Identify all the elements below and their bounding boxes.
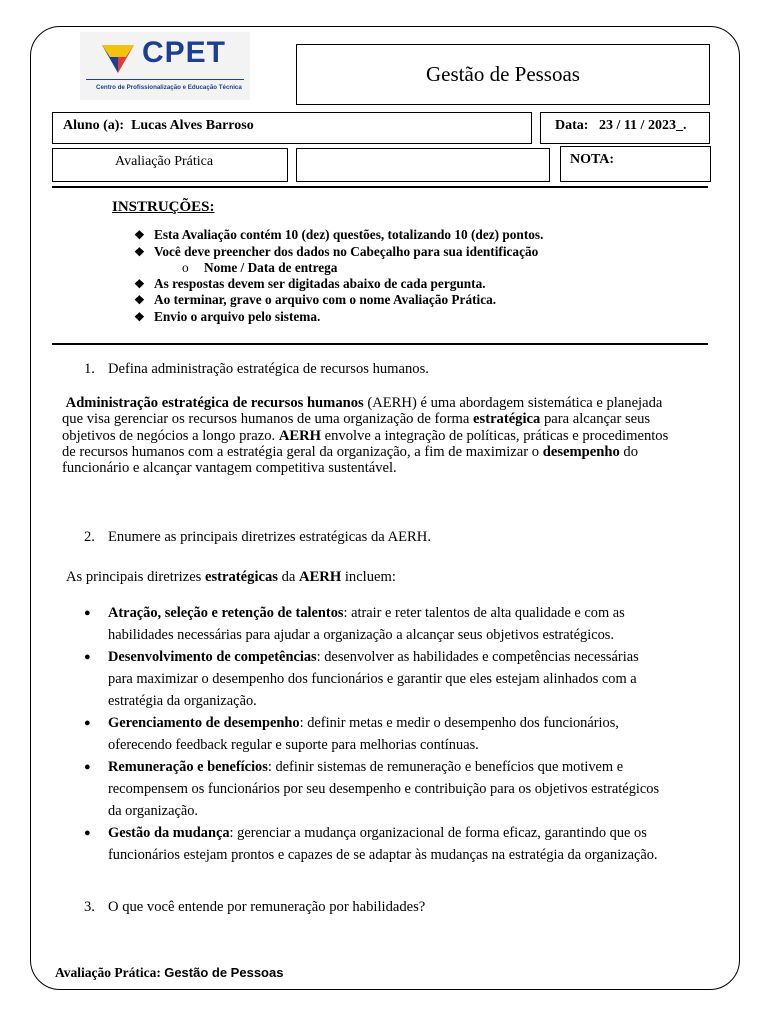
bullet-icon: ● (84, 717, 91, 729)
diamond-bullet-icon: ❖ (134, 228, 145, 242)
guideline-item: ● Atração, seleção e retenção de talentos: atrair e reter talentos de alta qualidade e com as habilidades necessárias para ajudar a organização a alcançar seus objetivos estratégicos. (84, 602, 659, 646)
instruction-item: ❖ Você deve preencher dos dados no Cabeçalho para sua identificação (134, 243, 539, 259)
blank-field[interactable] (296, 148, 550, 182)
bullet-icon: ● (84, 761, 91, 773)
answer-line: objetivos de negócios a longo prazo. AERH envolve a integração de políticas, práticas e procedimentos (62, 427, 669, 444)
bullet-icon: ● (84, 827, 91, 839)
logo-text: CPET (142, 36, 227, 69)
avaliacao-label: Avaliação Prática (115, 154, 214, 169)
bullet-icon: ● (84, 651, 91, 663)
instruction-item: ❖ Ao terminar, grave o arquivo com o nome Avaliação Prática. (134, 292, 497, 308)
answer-line: que visa gerenciar os recursos humanos de uma organização de forma estratégica para alcançar seus (62, 411, 651, 428)
data-label: Data: (555, 118, 589, 133)
logo-divider (86, 79, 244, 80)
question-number: 3. (84, 899, 95, 915)
guideline-item: ● Remuneração e benefícios: definir sistemas de remuneração e benefícios que motivem e recompensem os funcionários por seu desempenho e contribuição para os objetivos estratégicos da organização. (84, 756, 659, 822)
question-text: Enumere as principais diretrizes estratégicas da AERH. (108, 529, 431, 545)
guideline-item: ● Desenvolvimento de competências: desenvolver as habilidades e competências necessárias para maximizar o desempenho dos funcionários e garantir que eles estejam alinhados com a estratégia da organização. (84, 646, 659, 712)
instruction-item: ❖ As respostas devem ser digitadas abaixo de cada pergunta. (134, 275, 486, 291)
logo-subtitle: Centro de Profissionalização e Educação Técnica (96, 84, 242, 91)
question-number: 2. (84, 529, 95, 545)
avaliacao-box (52, 148, 288, 182)
question-1 (84, 361, 429, 378)
nota-field[interactable] (560, 146, 711, 182)
document-title: Gestão de Pessoas (296, 44, 710, 105)
question-2 (84, 529, 431, 546)
diamond-bullet-icon: ❖ (134, 244, 145, 259)
question-text: Defina administração estratégica de recursos humanos. (108, 361, 429, 377)
aluno-value: Lucas Alves Barroso (131, 118, 254, 133)
diamond-bullet-icon: ❖ (134, 293, 145, 308)
diamond-bullet-icon: ❖ (134, 309, 145, 324)
cpet-logo (80, 32, 250, 100)
instructions-title: INSTRUÇÕES: (112, 199, 215, 215)
data-field[interactable] (540, 112, 710, 144)
cpet-logo-icon (98, 41, 138, 75)
data-value: 23 / 11 / 2023_. (598, 118, 687, 133)
instructions-divider (52, 343, 708, 345)
answer-line: de recursos humanos com a estratégia geral da organização, a fim de maximizar o desempenho do (62, 443, 638, 460)
instruction-item: ❖ Envio o arquivo pelo sistema. (134, 308, 321, 324)
footer-prefix: Avaliação Prática: (55, 965, 165, 980)
bullet-icon: ● (84, 607, 91, 619)
answer-line: funcionário e alcançar vantagem competitiva sustentável. (62, 460, 397, 477)
page-footer (55, 965, 283, 981)
nota-label: NOTA: (570, 152, 615, 167)
instruction-item: ❖ Esta Avaliação contém 10 (dez) questões, totalizando 10 (dez) pontos. (134, 227, 544, 242)
footer-title: Gestão de Pessoas (164, 965, 284, 980)
answer-line: Administração estratégica de recursos humanos (AERH) é uma abordagem sistemática e planejada (65, 395, 663, 411)
aluno-label: Aluno (a): (63, 118, 125, 133)
instructions-list (134, 227, 543, 326)
question-number: 1. (84, 361, 95, 377)
answer-1 (62, 395, 712, 476)
guideline-item: ● Gestão da mudança: gerenciar a mudança organizacional de forma eficaz, garantindo que os funcionários estejam prontos e capazes de se adaptar às mudanças na estratégia da organização. (84, 822, 659, 866)
answer-2-intro: As principais diretrizes estratégicas da AERH incluem: (66, 569, 396, 585)
question-3 (84, 899, 425, 916)
header-divider (52, 186, 708, 188)
guidelines-list (84, 602, 659, 866)
guideline-item: ● Gerenciamento de desempenho: definir metas e medir o desempenho dos funcionários, oferecendo feedback regular e suporte para melhorias contínuas. (84, 712, 659, 756)
instruction-subitem: o Nome / Data de entrega (182, 260, 338, 276)
aluno-field[interactable] (52, 112, 532, 144)
circle-bullet-icon: o (182, 260, 189, 276)
question-text: O que você entende por remuneração por habilidades? (108, 899, 426, 915)
diamond-bullet-icon: ❖ (134, 276, 145, 291)
